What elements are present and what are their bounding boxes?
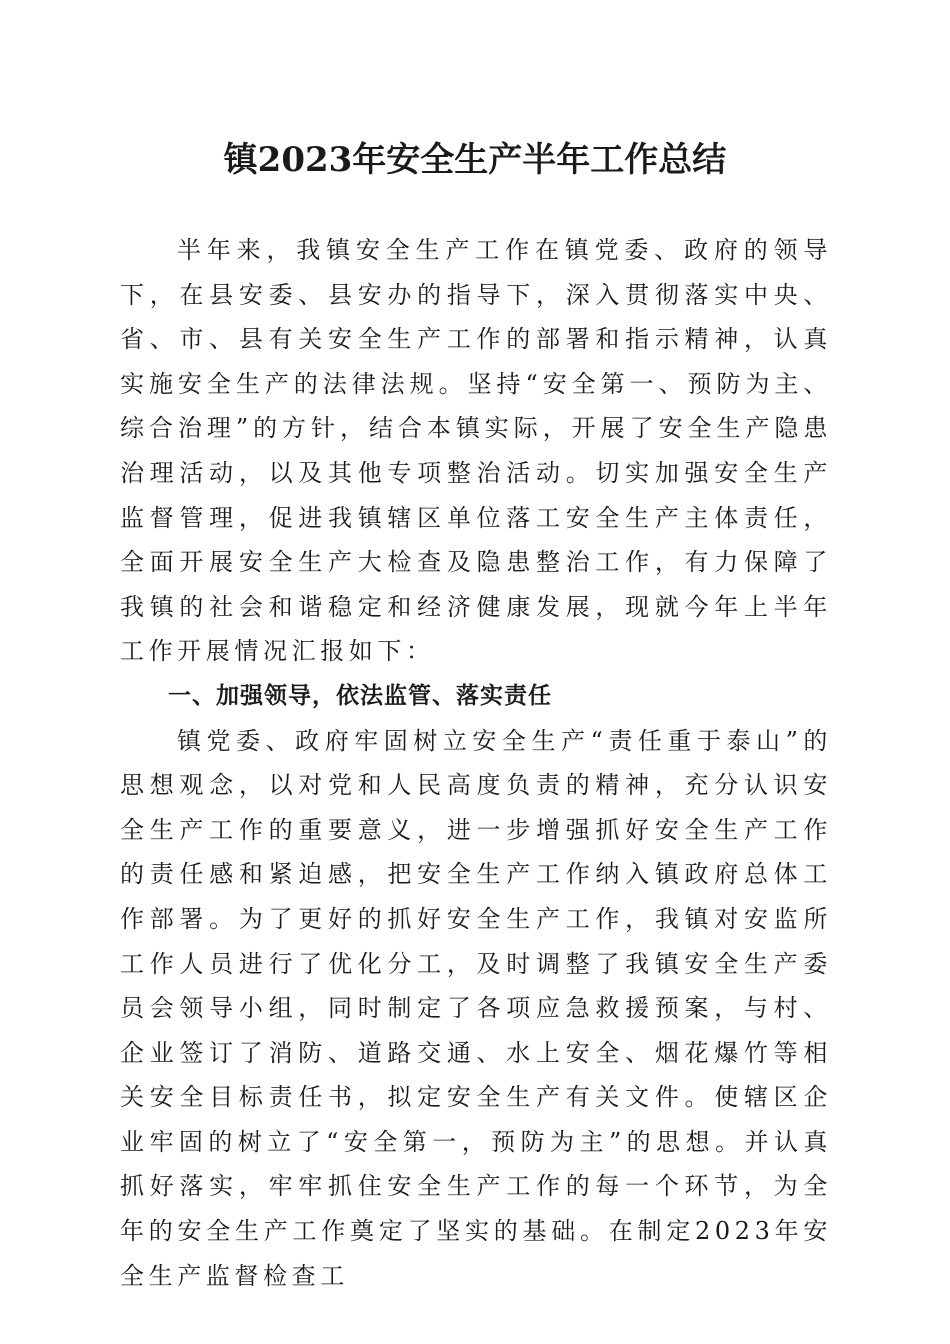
document-body	[120, 228, 832, 1298]
section-heading: 一、加强领导，依法监管、落实责任	[168, 682, 552, 709]
section-paragraph: 镇党委、政府牢固树立安全生产“责任重于泰山”的思想观念，以对党和人民高度负责的精神，充分认识安全生产工作的重要意义，进一步增强抓好安全生产工作的责任感和紧迫感，把安全生产工作纳入镇政府总体工作部署。为了更好的抓好安全生产工作，我镇对安监所工作人员进行了优化分工，及时调整了我镇安全生产委员会领导小组，同时制定了各项应急救援预案，与村、企业签订了消防、道路交通、水上安全、烟花爆竹等相关安全目标责任书，拟定安全生产有关文件。使辖区企业牢固的树立了“安全第一，预防为主”的思想。并认真抓好落实，牢牢抓住安全生产工作的每一个环节，为全年的安全生产工作奠定了坚实的基础。在制定2023年安全生产监督检查工	[120, 726, 832, 1290]
document-title: 镇2023年安全生产半年工作总结	[223, 140, 727, 180]
intro-paragraph: 半年来，我镇安全生产工作在镇党委、政府的领导下，在县安委、县安办的指导下，深入贯彻落实中央、省、市、县有关安全生产工作的部署和指示精神，认真实施安全生产的法律法规。坚持“安全第一、预防为主、综合治理”的方针，结合本镇实际，开展了安全生产隐患治理活动，以及其他专项整治活动。切实加强安全生产监督管理，促进我镇辖区单位落工安全生产主体责任，全面开展安全生产大检查及隐患整治工作，有力保障了我镇的社会和谐稳定和经济健康发展，现就今年上半年工作开展情况汇报如下：	[120, 236, 832, 666]
